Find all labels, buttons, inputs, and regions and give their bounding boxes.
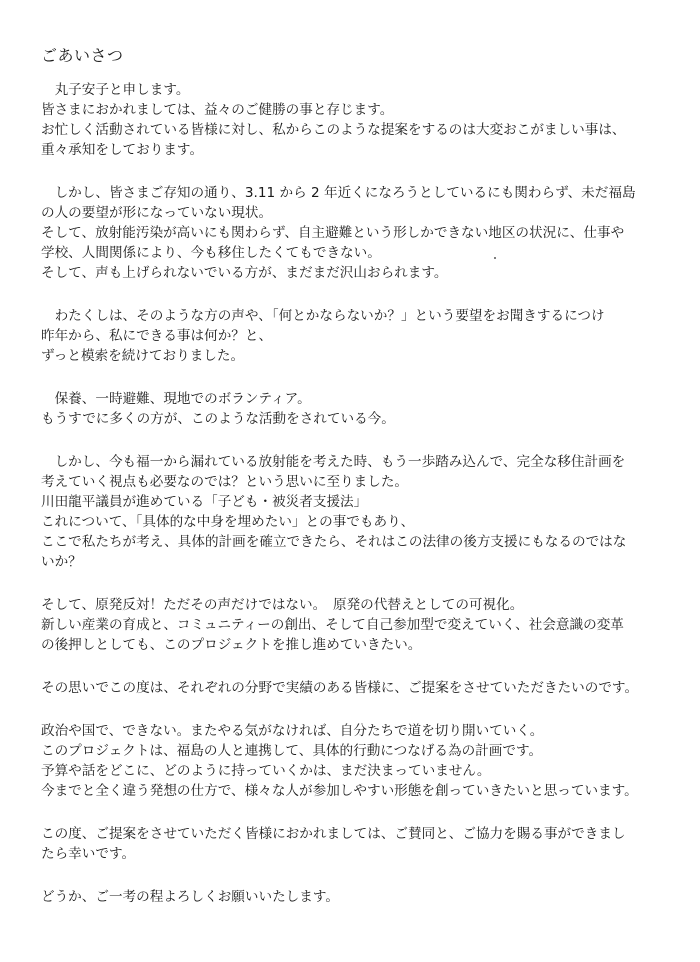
paragraph-gap xyxy=(41,801,666,824)
text-line: 政治や国で、できない。またやる気がなければ、自分たちで道を切り開いていく。 xyxy=(41,723,544,739)
text-line: このプロジェクトは、福島の人と連携して、具体的行動につなげる為の計画です。 xyxy=(41,743,543,759)
text-line: その思いでこの度は、それぞれの分野で実績のある皆様に、ご提案をさせていただきたいのです。 xyxy=(41,680,639,696)
paragraph-gap xyxy=(41,864,666,887)
scan-speck xyxy=(494,257,496,259)
paragraph-gap xyxy=(41,366,666,389)
text-line: ここで私たちが考え、具体的計画を確立できたら、それはこの法律の後方支援にもなるのではな xyxy=(41,534,627,550)
text-line: 丸子安子と申します。 xyxy=(41,82,190,98)
text-line: しかし、今も福一から漏れている放射能を考えた時、もう一歩踏み込んで、完全な移住計画を xyxy=(41,454,626,470)
text-line: わたくしは、そのような方の声や、「何とかならないか？」という要望をお聞きするにつけ xyxy=(41,308,605,324)
text-line: 保養、一時避難、現地でのボランティア。 xyxy=(41,391,311,407)
text-line: の後押しとしても、このプロジェクトを推し進めていきたい。 xyxy=(41,637,422,653)
text-line: お忙しく活動されている皆様に対し、私からこのような提案をするのは大変おこがましい事は、 xyxy=(41,122,626,138)
text-line: 今までと全く違う発想の仕方で、様々な人が参加しやすい形態を創っていきたいと思っています。 xyxy=(41,783,638,799)
letter-title: ごあいさつ xyxy=(41,46,124,65)
text-line: そして、放射能汚染が高いにも関わらず、自主避難という形しかできない地区の状況に、仕事や xyxy=(41,225,625,241)
text-line: そして、原発反対！ただその声だけではない。 原発の代替えとしての可視化。 xyxy=(41,597,524,613)
letter-body xyxy=(41,80,666,907)
text-line: しかし、皆さまご存知の通り、3.11 から 2 年近くになろうとしているにも関わらず、未だ福島 xyxy=(41,185,636,201)
text-line: たら幸いです。 xyxy=(41,846,136,862)
paragraph-gap xyxy=(41,283,666,306)
text-line: いか？ xyxy=(41,554,82,570)
text-line: 学校、人間関係により、今も移住したくてもできない。 xyxy=(41,245,381,261)
text-line: 皆さまにおかれましては、益々のご健勝の事と存じます。 xyxy=(41,102,394,118)
text-line: この度、ご提案をさせていただく皆様におかれましては、ご賛同と、ご協力を賜る事ができまし xyxy=(41,826,626,842)
text-line: 昨年から、私にできる事は何か？と、 xyxy=(41,328,273,344)
text-line: そして、声も上げられないでいる方が、まだまだ沢山おられます。 xyxy=(41,265,448,281)
text-line: 考えていく視点も必要なのでは？という思いに至りました。 xyxy=(41,474,409,490)
text-line: もうすでに多くの方が、このような活動をされている今。 xyxy=(41,411,395,427)
text-line: これについて、「具体的な中身を埋めたい」との事でもあり、 xyxy=(41,514,415,530)
text-line: 新しい産業の育成と、コミュニティーの創出、そして自己参加型で変えていく、社会意識の変革 xyxy=(41,617,624,633)
paragraph-gap xyxy=(41,160,666,183)
paragraph-gap xyxy=(41,698,666,721)
text-line: 川田龍平議員が進めている「子ども・被災者支援法」 xyxy=(41,494,368,510)
text-line: ずっと模索を続けておりました。 xyxy=(41,348,245,364)
text-line: 重々承知をしております。 xyxy=(41,142,204,158)
text-line: どうか、ご一考の程よろしくお願いいたします。 xyxy=(41,889,339,905)
paragraph-gap xyxy=(41,429,666,452)
paragraph-gap xyxy=(41,572,666,595)
text-line: 予算や話をどこに、どのように持っていくかは、まだ決まっていません。 xyxy=(41,763,491,779)
paragraph-gap xyxy=(41,655,666,678)
text-line: の人の要望が形になっていない現状。 xyxy=(41,205,273,221)
